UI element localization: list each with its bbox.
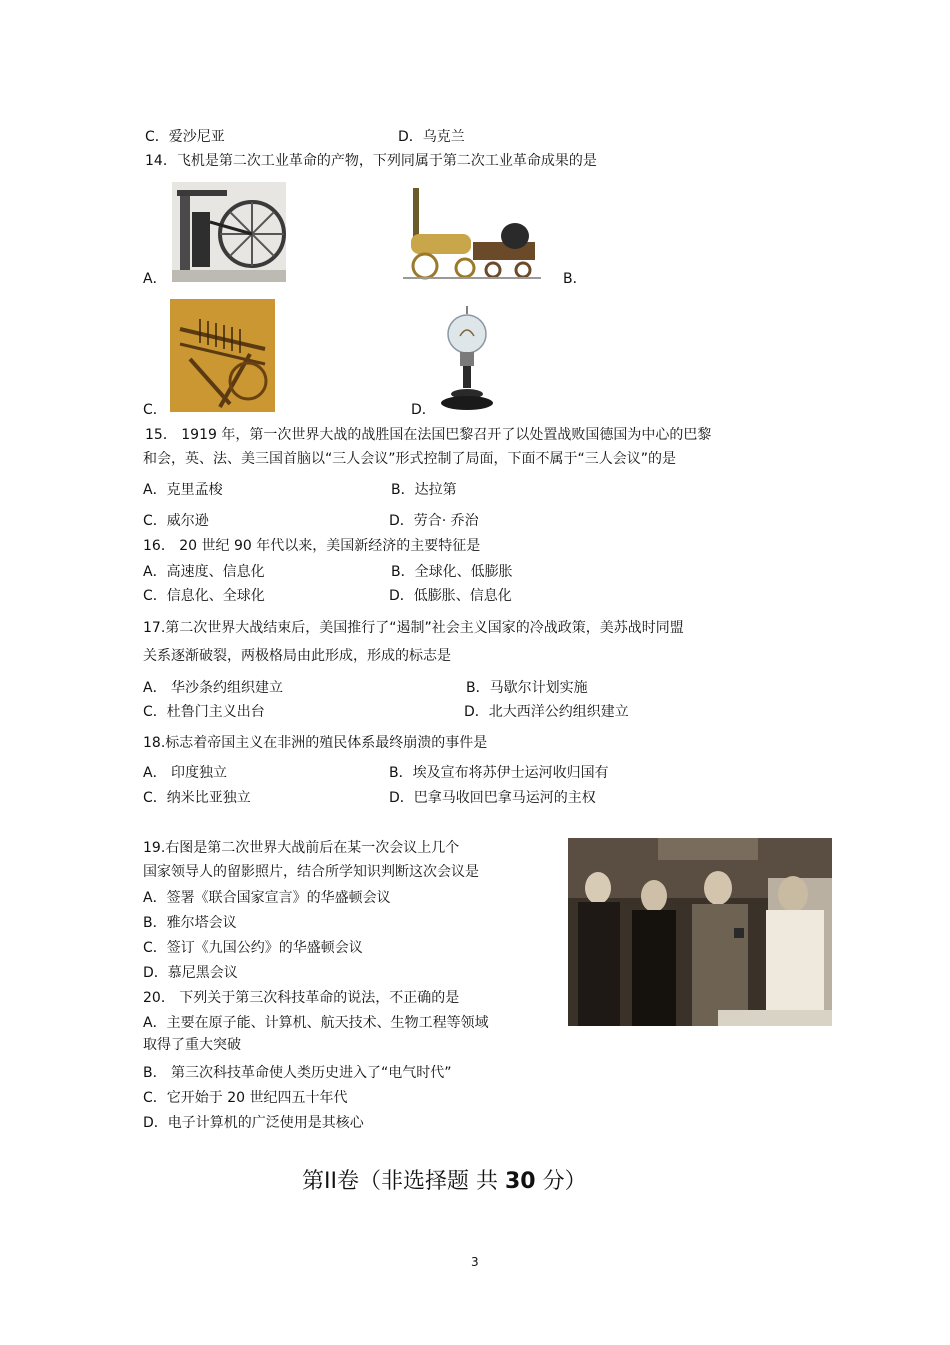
q17-stem-line1: 17.第二次世界大战结束后，美国推行了“遏制”社会主义国家的冷战政策，美苏战时同盟 — [143, 620, 684, 636]
q16-option-c: C．信息化、全球化 — [143, 588, 265, 604]
q20-option-d: D．电子计算机的广泛使用是其核心 — [143, 1115, 364, 1131]
q14-stem: 14．飞机是第二次工业革命的产物，下列同属于第二次工业革命成果的是 — [145, 153, 597, 169]
q15-option-a: A．克里孟梭 — [143, 482, 223, 498]
section-heading-suffix: 分） — [535, 1169, 587, 1194]
light-bulb-icon — [436, 306, 498, 412]
q17-stem-line2: 关系逐渐破裂，两极格局由此形成，形成的标志是 — [143, 648, 451, 664]
q19-option-a: A．签署《联合国家宣言》的华盛顿会议 — [143, 890, 391, 906]
section-heading-prefix: 第II卷（非选择题 共 — [302, 1169, 505, 1194]
q14-option-a-label: A． — [143, 271, 167, 287]
q14-option-d-label: D． — [411, 402, 436, 418]
q18-option-a: A． 印度独立 — [143, 765, 228, 781]
q15-option-c: C．威尔逊 — [143, 513, 209, 529]
conference-leaders-photo — [568, 838, 832, 1026]
steam-locomotive-icon — [403, 186, 541, 282]
q16-option-d: D．低膨胀、信息化 — [389, 588, 512, 604]
q15-stem-line1: 15． 1919 年，第一次世界大战的战胜国在法国巴黎召开了以处置战败国德国为中心的巴黎 — [145, 427, 712, 443]
q13-option-c: C．爱沙尼亚 — [145, 129, 225, 145]
q17-option-b: B．马歇尔计划实施 — [466, 680, 588, 696]
q14-option-b-label: B． — [563, 271, 587, 287]
spinning-jenny-icon — [170, 299, 275, 412]
steam-engine-icon — [172, 182, 286, 282]
q19-option-c: C．签订《九国公约》的华盛顿会议 — [143, 940, 363, 956]
q13-option-d: D．乌克兰 — [398, 129, 465, 145]
q17-option-a: A． 华沙条约组织建立 — [143, 680, 284, 696]
q17-option-d: D．北大西洋公约组织建立 — [464, 704, 629, 720]
q20-stem: 20． 下列关于第三次科技革命的说法，不正确的是 — [143, 990, 460, 1006]
q18-stem: 18.标志着帝国主义在非洲的殖民体系最终崩溃的事件是 — [143, 735, 488, 751]
q19-stem-line1: 19.右图是第二次世界大战前后在某一次会议上几个 — [143, 840, 460, 856]
q16-option-a: A．高速度、信息化 — [143, 564, 265, 580]
q20-option-a-line1: A．主要在原子能、计算机、航天技术、生物工程等领域 — [143, 1015, 489, 1031]
q16-stem: 16． 20 世纪 90 年代以来，美国新经济的主要特征是 — [143, 538, 481, 554]
q17-option-c: C．杜鲁门主义出台 — [143, 704, 265, 720]
q19-option-b: B．雅尔塔会议 — [143, 915, 237, 931]
q20-option-b: B． 第三次科技革命使人类历史进入了“电气时代” — [143, 1065, 452, 1081]
q19-option-d: D．慕尼黑会议 — [143, 965, 238, 981]
q16-option-b: B．全球化、低膨胀 — [391, 564, 513, 580]
q18-option-d: D．巴拿马收回巴拿马运河的主权 — [389, 790, 596, 806]
section-heading-score: 30 — [504, 1169, 536, 1194]
page-number: 3 — [471, 1255, 479, 1269]
q15-stem-line2: 和会，英、法、美三国首脑以“三人会议”形式控制了局面，下面不属于“三人会议”的是 — [143, 451, 677, 467]
q14-option-c-label: C． — [143, 402, 167, 418]
q19-stem-line2: 国家领导人的留影照片，结合所学知识判断这次会议是 — [143, 864, 479, 880]
q15-option-b: B．达拉第 — [391, 482, 457, 498]
q18-option-b: B．埃及宣布将苏伊士运河收归国有 — [389, 765, 609, 781]
q18-option-c: C．纳米比亚独立 — [143, 790, 251, 806]
section-heading — [302, 1168, 587, 1196]
q20-option-c: C．它开始于 20 世纪四五十年代 — [143, 1090, 348, 1106]
q20-option-a-line2: 取得了重大突破 — [143, 1037, 241, 1053]
q15-option-d: D．劳合· 乔治 — [389, 513, 479, 529]
